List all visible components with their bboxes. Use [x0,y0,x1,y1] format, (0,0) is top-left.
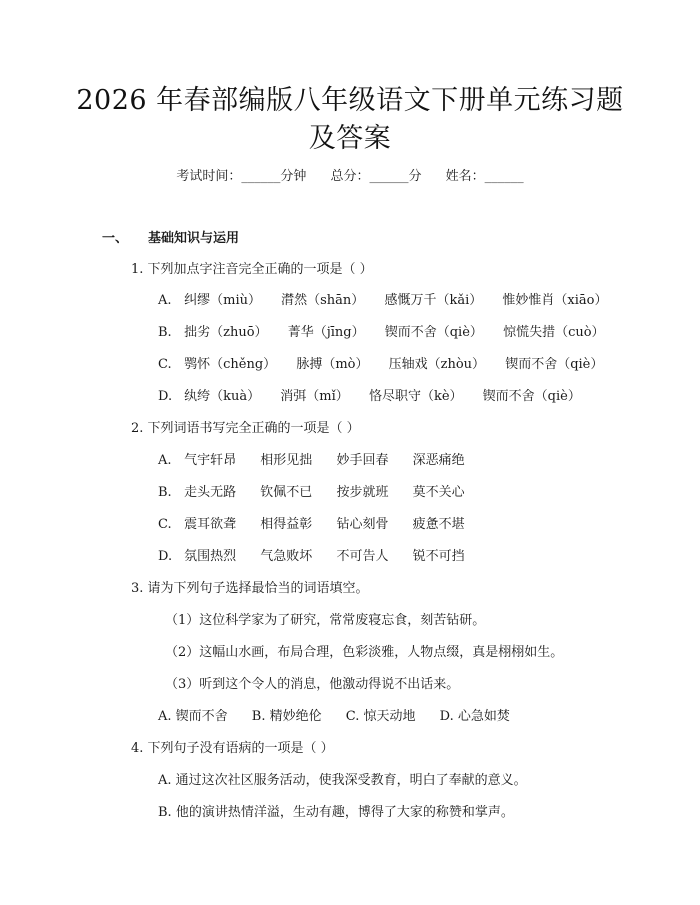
option-word: 锐不可挡 [412,549,465,564]
q2-option-a [158,450,485,472]
q3-choices [158,706,530,728]
q3-choice-d: D. 心急如焚 [439,709,510,724]
q3-sentence-3: （3）听到这个令人的消息，他激动得说不出话来。 [165,677,460,692]
q4-option-b: B. 他的演讲热情洋溢，生动有趣，博得了大家的称赞和掌声。 [158,805,514,820]
option-label: C. [158,357,172,372]
option-word: 纨绔（kuà） [184,389,261,404]
q2-option-d [158,546,485,568]
option-word: 脉搏（mò） [296,357,369,372]
section-number: 一、 [102,231,129,246]
exam-time: 考试时间：______分钟 [176,169,307,184]
question-2-stem: 2. 下列词语书写完全正确的一项是（ ） [131,421,360,436]
question-3-stem: 3. 请为下列句子选择最恰当的词语填空。 [131,581,369,596]
option-word: 钦佩不已 [260,485,313,500]
document-title-line1: 2026 年春部编版八年级语文下册单元练习题 [76,85,624,116]
option-word: 纠缪（miù） [184,293,261,308]
option-word: 相得益彰 [260,517,313,532]
exam-meta [0,166,700,188]
option-word: 氛围热烈 [184,549,237,564]
q3-choice-c: C. 惊天动地 [345,709,416,724]
option-word: 莫不关心 [412,485,465,500]
q1-option-c [158,354,619,376]
option-word: 气宇轩昂 [184,453,237,468]
section-heading [102,228,239,250]
option-word: 妙手回春 [336,453,389,468]
q2-option-b [158,482,485,504]
option-word: 走头无路 [184,485,237,500]
option-word: 潸然（shān） [281,293,365,308]
option-word: 惟妙惟肖（xiāo） [502,293,608,308]
option-word: 震耳欲聋 [184,517,237,532]
option-word: 消弭（mǐ） [280,389,349,404]
option-word: 压轴戏（zhòu） [388,357,486,372]
option-word: 相形见拙 [260,453,313,468]
q3-sentence-2: （2）这幅山水画，布局合理，色彩淡雅，人物点缀，真是栩栩如生。 [165,645,564,660]
option-word: 菁华（jīng） [287,325,365,340]
option-word: 气急败坏 [260,549,313,564]
option-word: 鹗怀（chěng） [184,357,277,372]
option-word: 疲惫不堪 [412,517,465,532]
option-word: 钻心刻骨 [336,517,389,532]
q1-option-b [158,322,621,344]
option-word: 不可告人 [336,549,389,564]
q3-choice-b: B. 精妙绝伦 [251,709,322,724]
option-label: A. [158,453,172,468]
document-title-line2: 及答案 [308,123,392,154]
exam-name: 姓名：______ [445,169,524,184]
question-1-stem: 1. 下列加点字注音完全正确的一项是（ ） [131,262,373,277]
section-title: 基础知识与运用 [148,231,240,246]
exam-score: 总分：______分 [330,169,422,184]
q3-choice-a: A. 锲而不舍 [158,709,228,724]
q4-option-a: A. 通过这次社区服务活动，使我深受教育，明白了奉献的意义。 [158,773,527,788]
q1-option-a [158,290,623,312]
option-word: 深恶痛绝 [412,453,465,468]
option-word: 按步就班 [336,485,389,500]
q2-option-c [158,514,485,536]
option-label: A. [158,293,172,308]
option-word: 锲而不舍（qiè） [505,357,604,372]
option-word: 感慨万千（kǎi） [384,293,483,308]
q1-option-d [158,386,597,408]
option-word: 拙劣（zhuō） [184,325,268,340]
option-word: 锲而不舍（qiè） [384,325,483,340]
option-label: C. [158,517,172,532]
option-word: 锲而不舍（qiè） [482,389,581,404]
option-word: 恪尽职守（kè） [368,389,463,404]
question-4-stem: 4. 下列句子没有语病的一项是（ ） [131,741,334,756]
option-label: D. [158,389,173,404]
q3-sentence-1: （1）这位科学家为了研究，常常废寝忘食，刻苦钻研。 [165,613,486,628]
option-label: D. [158,549,173,564]
option-label: B. [158,325,172,340]
option-word: 惊慌失措（cuò） [503,325,605,340]
option-label: B. [158,485,172,500]
